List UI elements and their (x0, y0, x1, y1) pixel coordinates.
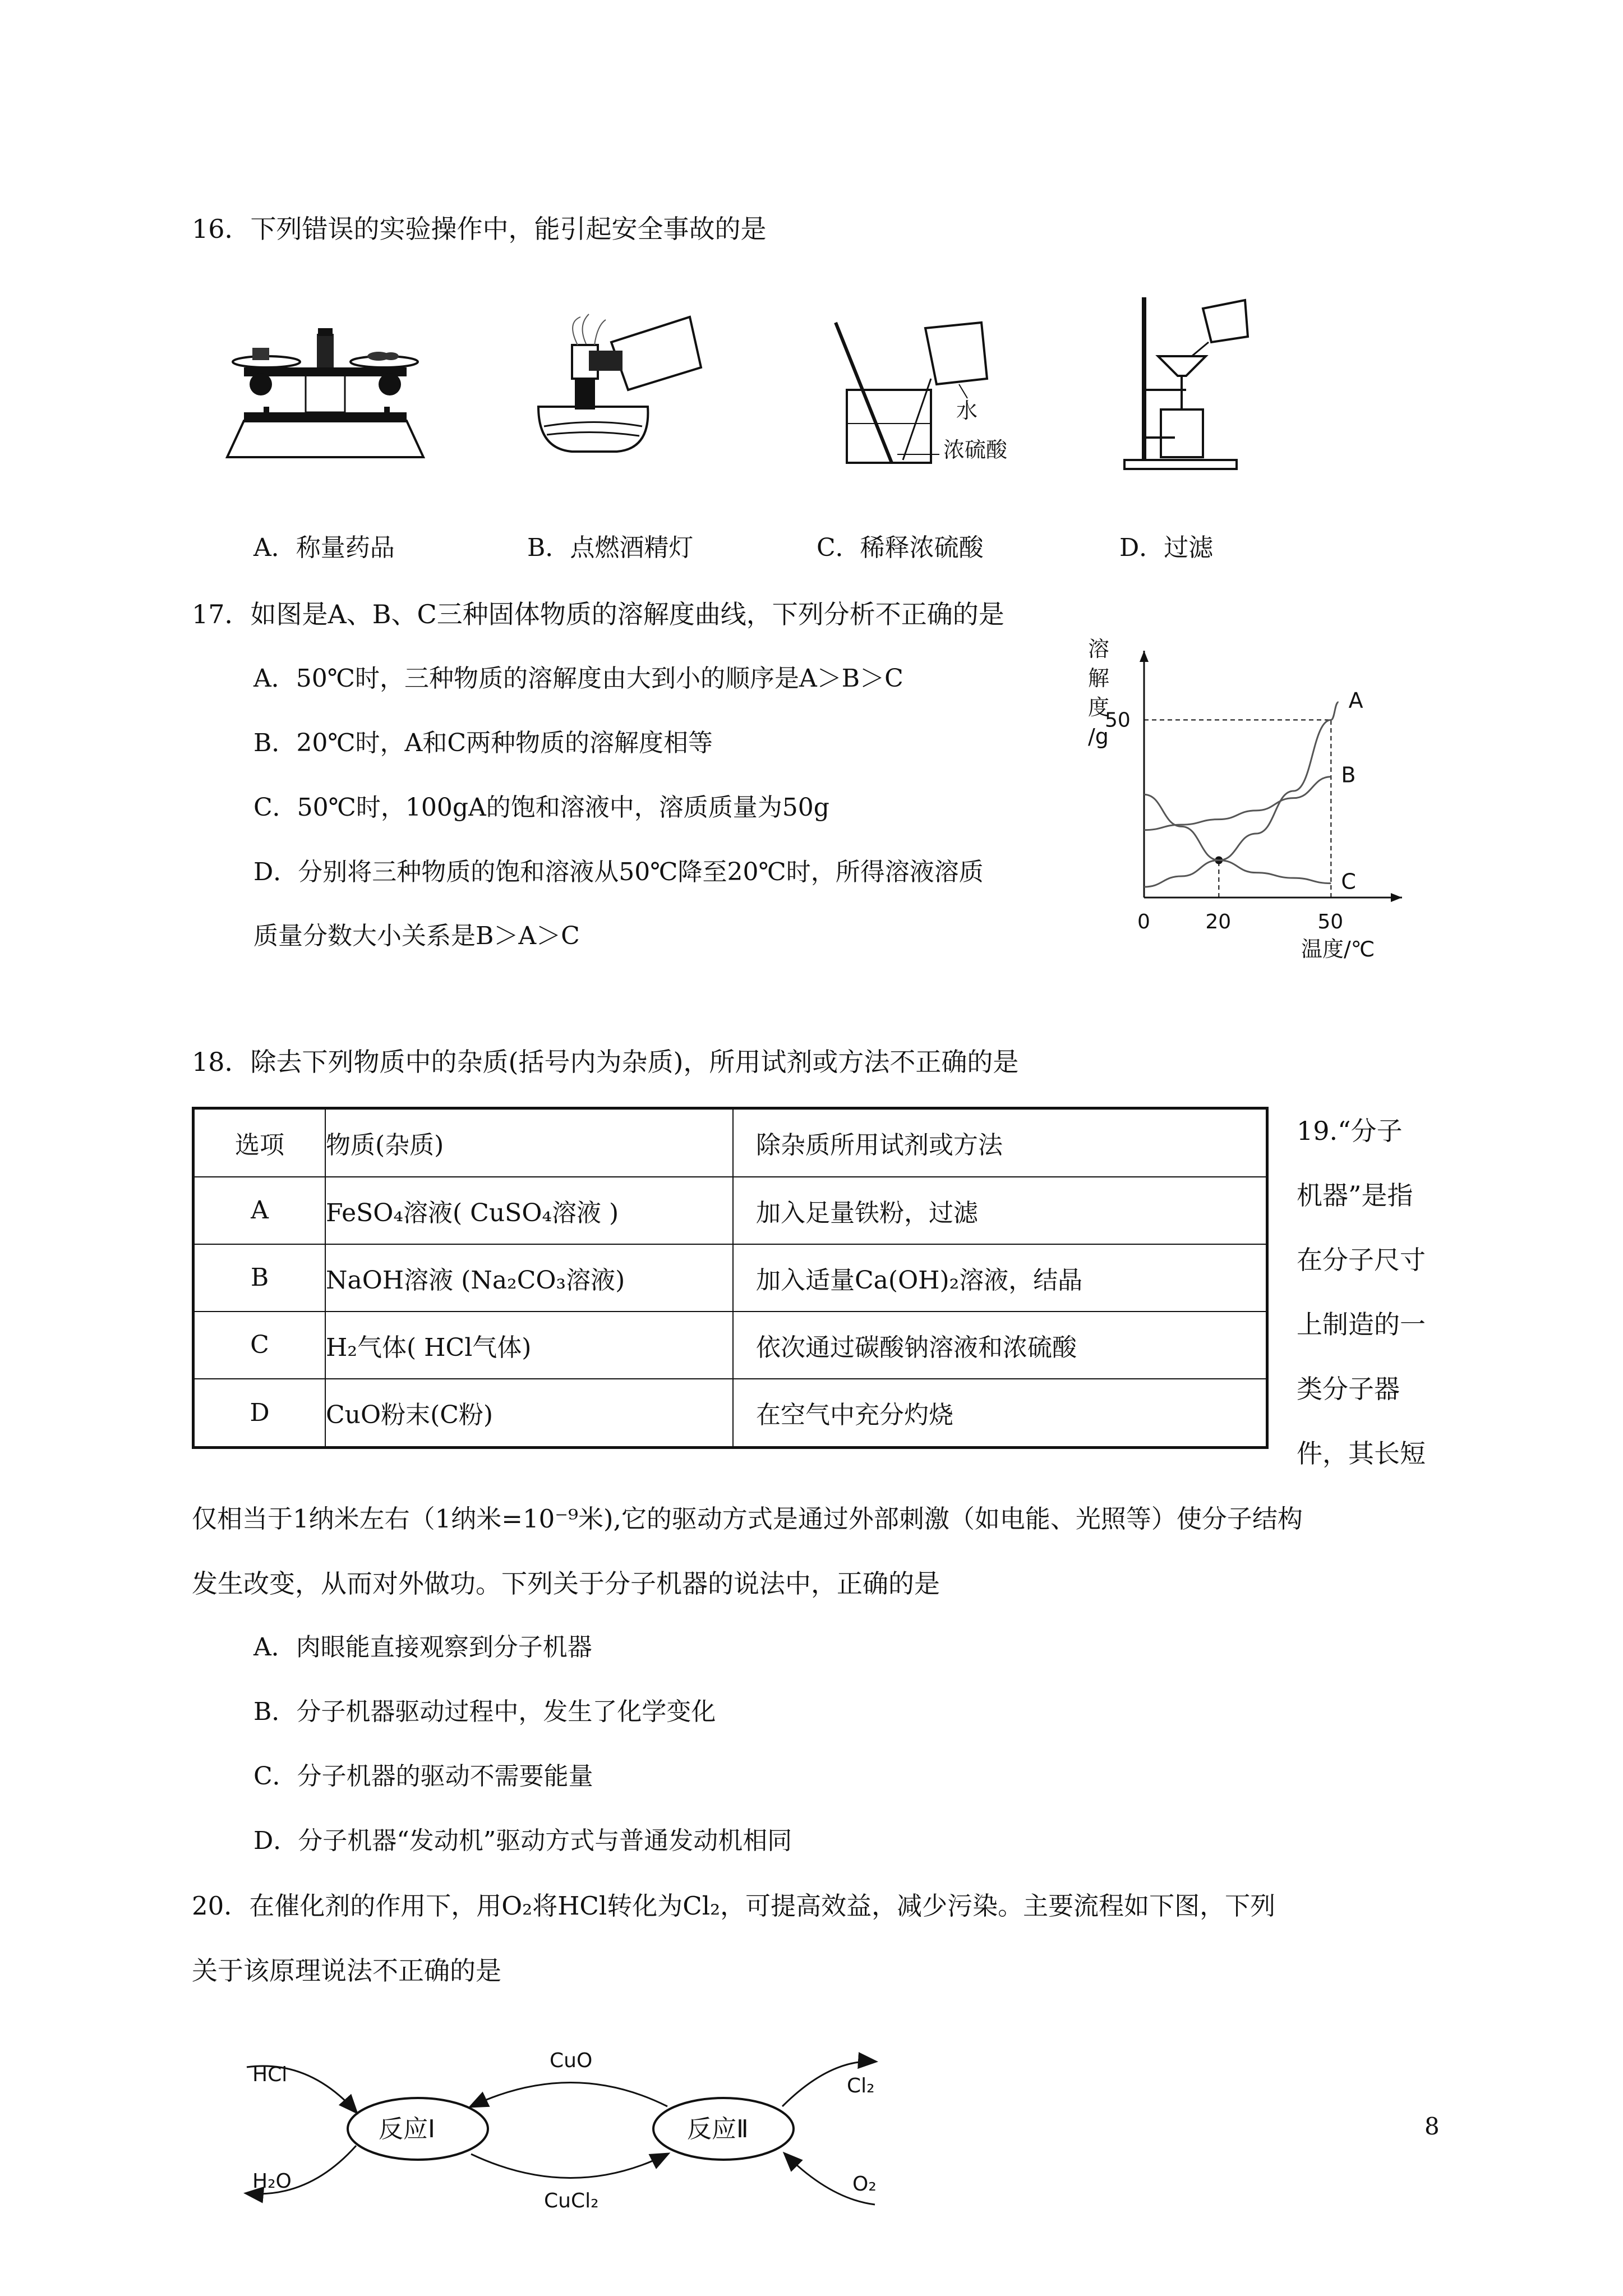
y-axis-arrow (1140, 651, 1149, 662)
table-cell: H₂气体( HCl气体) (325, 1312, 733, 1379)
table-cell: 加入适量Ca(OH)₂溶液，结晶 (733, 1244, 1267, 1312)
table-header-cell: 物质(杂质) (325, 1108, 733, 1177)
cl2-label: Cl₂ (847, 2074, 875, 2097)
q17-option-d: D．分别将三种物质的饱和溶液从50℃降至20℃时，所得溶液溶质 (253, 858, 984, 886)
reaction-2-label: 反应Ⅱ (687, 2115, 749, 2143)
q19-option-c: C．分子机器的驱动不需要能量 (253, 1762, 593, 1791)
q16-option-a: A．称量药品 (253, 533, 395, 562)
impurity-table (192, 1107, 1269, 1449)
q16-option-b: B．点燃酒精灯 (527, 533, 694, 562)
table-cell: 依次通过碳酸钠溶液和浓硫酸 (733, 1312, 1267, 1379)
y-axis-label: 度 (1088, 695, 1110, 720)
cucl2-arrow (471, 2154, 667, 2178)
q19-side-line: 在分子尺寸 (1297, 1245, 1426, 1275)
cuo-arrow (471, 2083, 667, 2107)
table-header-cell: 除杂质所用试剂或方法 (733, 1108, 1267, 1177)
q17-option-b: B．20℃时，A和C两种物质的溶解度相等 (253, 729, 713, 757)
x-axis-arrow (1391, 893, 1402, 902)
q18-stem: 18．除去下列物质中的杂质(括号内为杂质)，所用试剂或方法不正确的是 (192, 1047, 1019, 1077)
q19-side-line: 机器”是指 (1297, 1180, 1413, 1211)
q17-option-c: C．50℃时，100gA的饱和溶液中，溶质质量为50g (253, 793, 829, 822)
x-tick-label: 50 (1317, 910, 1344, 933)
q16-option-c: C．稀释浓硫酸 (817, 533, 984, 562)
q19-side-line: 类分子器 (1297, 1374, 1400, 1404)
reaction-flow-diagram (236, 2036, 909, 2221)
table-header-cell: 选项 (193, 1108, 326, 1177)
q16-option-d: D．过滤 (1119, 533, 1214, 562)
q19-side-line: 件，其长短 (1297, 1438, 1426, 1469)
table-cell: B (193, 1244, 326, 1312)
table-cell: CuO粉末(C粉) (325, 1379, 733, 1448)
table-row (193, 1379, 1267, 1448)
series-label-C: C (1341, 869, 1356, 894)
table-row (193, 1312, 1267, 1379)
table-row (193, 1244, 1267, 1312)
o2-label: O₂ (852, 2173, 877, 2196)
filtration-figure (1119, 297, 1265, 477)
cuo-label: CuO (550, 2049, 593, 2072)
alcohol-lamp-figure (527, 311, 712, 457)
y-tick-label: 50 (1105, 708, 1131, 732)
acid-label: 浓硫酸 (943, 438, 1008, 462)
y-axis-label: /g (1088, 724, 1109, 749)
q19-side-line: 上制造的一 (1297, 1309, 1426, 1340)
h2o-label: H₂O (252, 2170, 292, 2193)
q19-option-d: D．分子机器“发动机”驱动方式与普通发动机相同 (253, 1826, 792, 1855)
series-label-B: B (1341, 762, 1356, 788)
reaction-1-label: 反应Ⅰ (379, 2115, 435, 2143)
cucl2-label: CuCl₂ (544, 2189, 599, 2212)
water-label: 水 (956, 398, 978, 423)
q17-option-d-cont: 质量分数大小关系是B＞A＞C (253, 922, 580, 950)
solubility-chart (1077, 634, 1436, 970)
table-cell: 加入足量铁粉，过滤 (733, 1177, 1267, 1244)
table-cell: 在空气中充分灼烧 (733, 1379, 1267, 1448)
x-tick-label: 20 (1205, 910, 1232, 933)
y-axis-label: 溶 (1088, 637, 1110, 661)
q19-side-line: 19.“分子 (1297, 1116, 1403, 1146)
q19-text-line: 仅相当于1纳米左右（1纳米=10⁻⁹米),它的驱动方式是通过外部刺激（如电能、光照等）使分子结构 (192, 1504, 1303, 1534)
y-axis-label: 解 (1088, 666, 1110, 691)
curve-C (1144, 794, 1331, 883)
table-header-row (193, 1108, 1267, 1177)
q19-text-line: 发生改变，从而对外做功。下列关于分子机器的说法中，正确的是 (192, 1568, 940, 1599)
table-cell: A (193, 1177, 326, 1244)
q17-option-a: A．50℃时，三种物质的溶解度由大到小的顺序是A＞B＞C (253, 664, 903, 693)
q20-text-line: 关于该原理说法不正确的是 (192, 1955, 501, 1986)
x-tick-label: 0 (1137, 910, 1150, 933)
table-cell: C (193, 1312, 326, 1379)
hcl-label: HCl (252, 2063, 288, 2086)
q20-text-line: 20．在催化剂的作用下，用O₂将HCl转化为Cl₂，可提高效益，减少污染。主要流程如下图，下列 (192, 1891, 1276, 1921)
dilute-acid-figure (819, 317, 1032, 474)
q17-stem: 17．如图是A、B、C三种固体物质的溶解度曲线，下列分析不正确的是 (192, 599, 1004, 629)
q19-option-b: B．分子机器驱动过程中，发生了化学变化 (253, 1697, 716, 1726)
curve-A (1144, 702, 1339, 887)
page-number: 8 (1424, 2113, 1440, 2140)
table-cell: NaOH溶液 (Na₂CO₃溶液) (325, 1244, 733, 1312)
table-cell: D (193, 1379, 326, 1448)
series-label-A: A (1348, 688, 1363, 713)
q19-option-a: A．肉眼能直接观察到分子机器 (253, 1633, 592, 1662)
x-axis-label: 温度/℃ (1301, 937, 1375, 961)
table-row (193, 1177, 1267, 1244)
q16-stem: 16．下列错误的实验操作中，能引起安全事故的是 (192, 214, 767, 244)
table-cell: FeSO₄溶液( CuSO₄溶液 ) (325, 1177, 733, 1244)
balance-figure (222, 306, 435, 463)
